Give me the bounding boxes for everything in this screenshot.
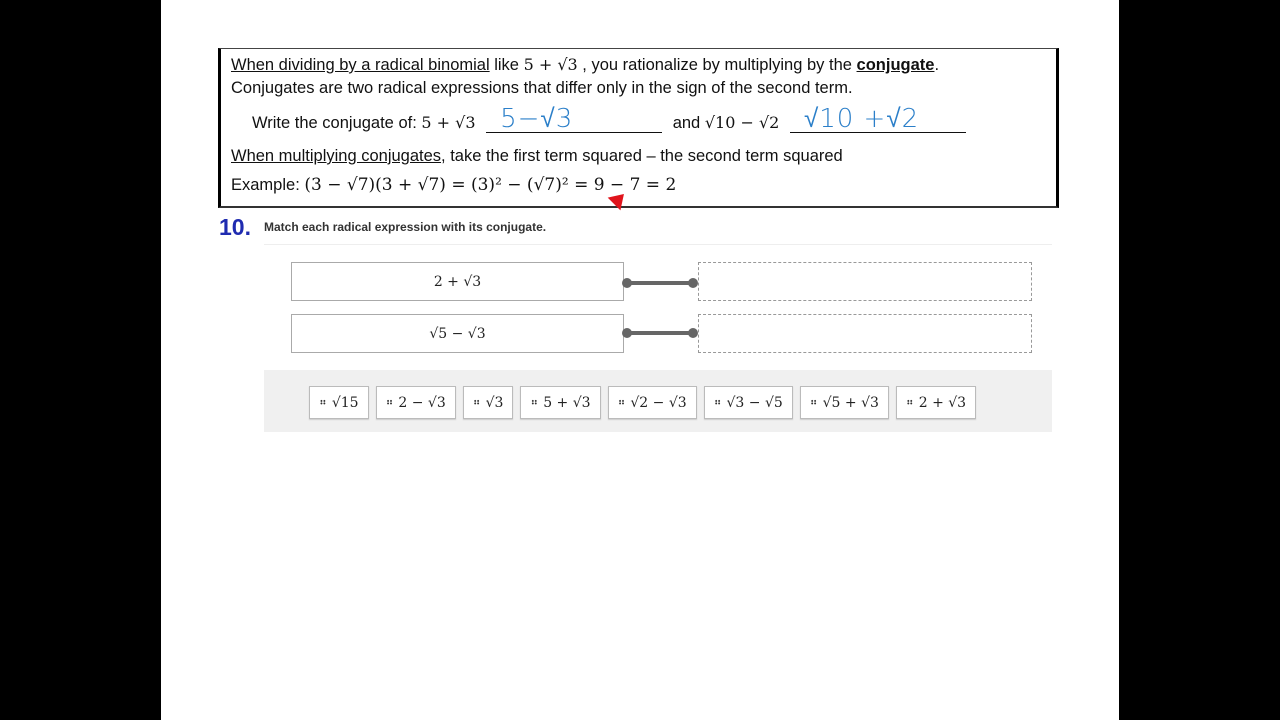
drag-handle-icon: ⠶ <box>385 397 393 408</box>
text: When dividing by a radical binomial <box>231 56 490 74</box>
drag-handle-icon: ⠶ <box>472 397 480 408</box>
source-expression: √5 − √3 <box>291 314 624 353</box>
draggable-tile[interactable] <box>376 386 456 419</box>
text: and <box>672 114 701 132</box>
answer-blank-2[interactable] <box>790 104 966 134</box>
drag-handle-icon: ⠶ <box>809 397 817 408</box>
drag-handle-icon: ⠶ <box>530 397 538 408</box>
drag-handle-icon: ⠶ <box>713 397 721 408</box>
draggable-tile[interactable] <box>800 386 889 419</box>
notes-line-5 <box>231 175 676 195</box>
text: conjugate <box>856 56 935 74</box>
tile-label: 2 − √3 <box>398 394 446 411</box>
tile-list <box>309 386 976 419</box>
text: , take the first term squared – the second term squared <box>441 147 843 165</box>
math: 5 + √3 <box>523 55 578 74</box>
tile-label: 5 + √3 <box>543 394 591 411</box>
source-expression: 2 + √3 <box>291 262 624 301</box>
tile-label: √5 + √3 <box>822 394 879 411</box>
notes-line-2: Conjugates are two radical expressions that differ only in the sign of the second term. <box>231 79 853 97</box>
math: 5 + √3 <box>421 113 476 132</box>
draggable-tile[interactable] <box>704 386 793 419</box>
tile-label: √2 − √3 <box>630 394 687 411</box>
text: Example: <box>231 176 305 194</box>
text: Write the conjugate of: <box>252 114 422 132</box>
text: . <box>934 56 940 74</box>
notes-line-1 <box>231 55 939 75</box>
connector <box>625 331 695 335</box>
answer-blank-1[interactable] <box>486 104 662 134</box>
drop-target[interactable] <box>698 314 1032 353</box>
handwritten-answer: 5−√3 <box>500 104 574 134</box>
text: like <box>489 56 524 74</box>
draggable-tile[interactable] <box>608 386 697 419</box>
text: When multiplying conjugates <box>231 147 442 165</box>
drag-handle-icon: ⠶ <box>319 397 326 408</box>
handwritten-answer: √10 +√2 <box>803 104 920 134</box>
tile-label: √15 <box>331 394 359 411</box>
draggable-tile[interactable] <box>520 386 600 419</box>
text: , you rationalize by multiplying by the <box>577 56 857 74</box>
tile-label: √3 <box>485 394 504 411</box>
draggable-tile[interactable] <box>896 386 976 419</box>
tile-label: √3 − √5 <box>726 394 783 411</box>
question-number: 10. <box>219 214 251 240</box>
math: (3 − √7)(3 + √7) = (3)² − (√7)² = 9 − 7 = 2 <box>304 175 677 195</box>
connector <box>625 281 695 285</box>
notes-box <box>218 48 1059 208</box>
drag-handle-icon: ⠶ <box>617 397 625 408</box>
drop-target[interactable] <box>698 262 1032 301</box>
draggable-tile[interactable] <box>309 386 369 419</box>
math: √10 − √2 <box>704 113 780 132</box>
notes-line-4 <box>231 147 843 166</box>
question-text: Match each radical expression with its conjugate. <box>264 220 547 234</box>
tile-label: 2 + √3 <box>918 394 967 411</box>
draggable-tile[interactable] <box>463 386 514 419</box>
notes-line-3 <box>252 104 972 134</box>
drag-handle-icon: ⠶ <box>905 397 913 408</box>
